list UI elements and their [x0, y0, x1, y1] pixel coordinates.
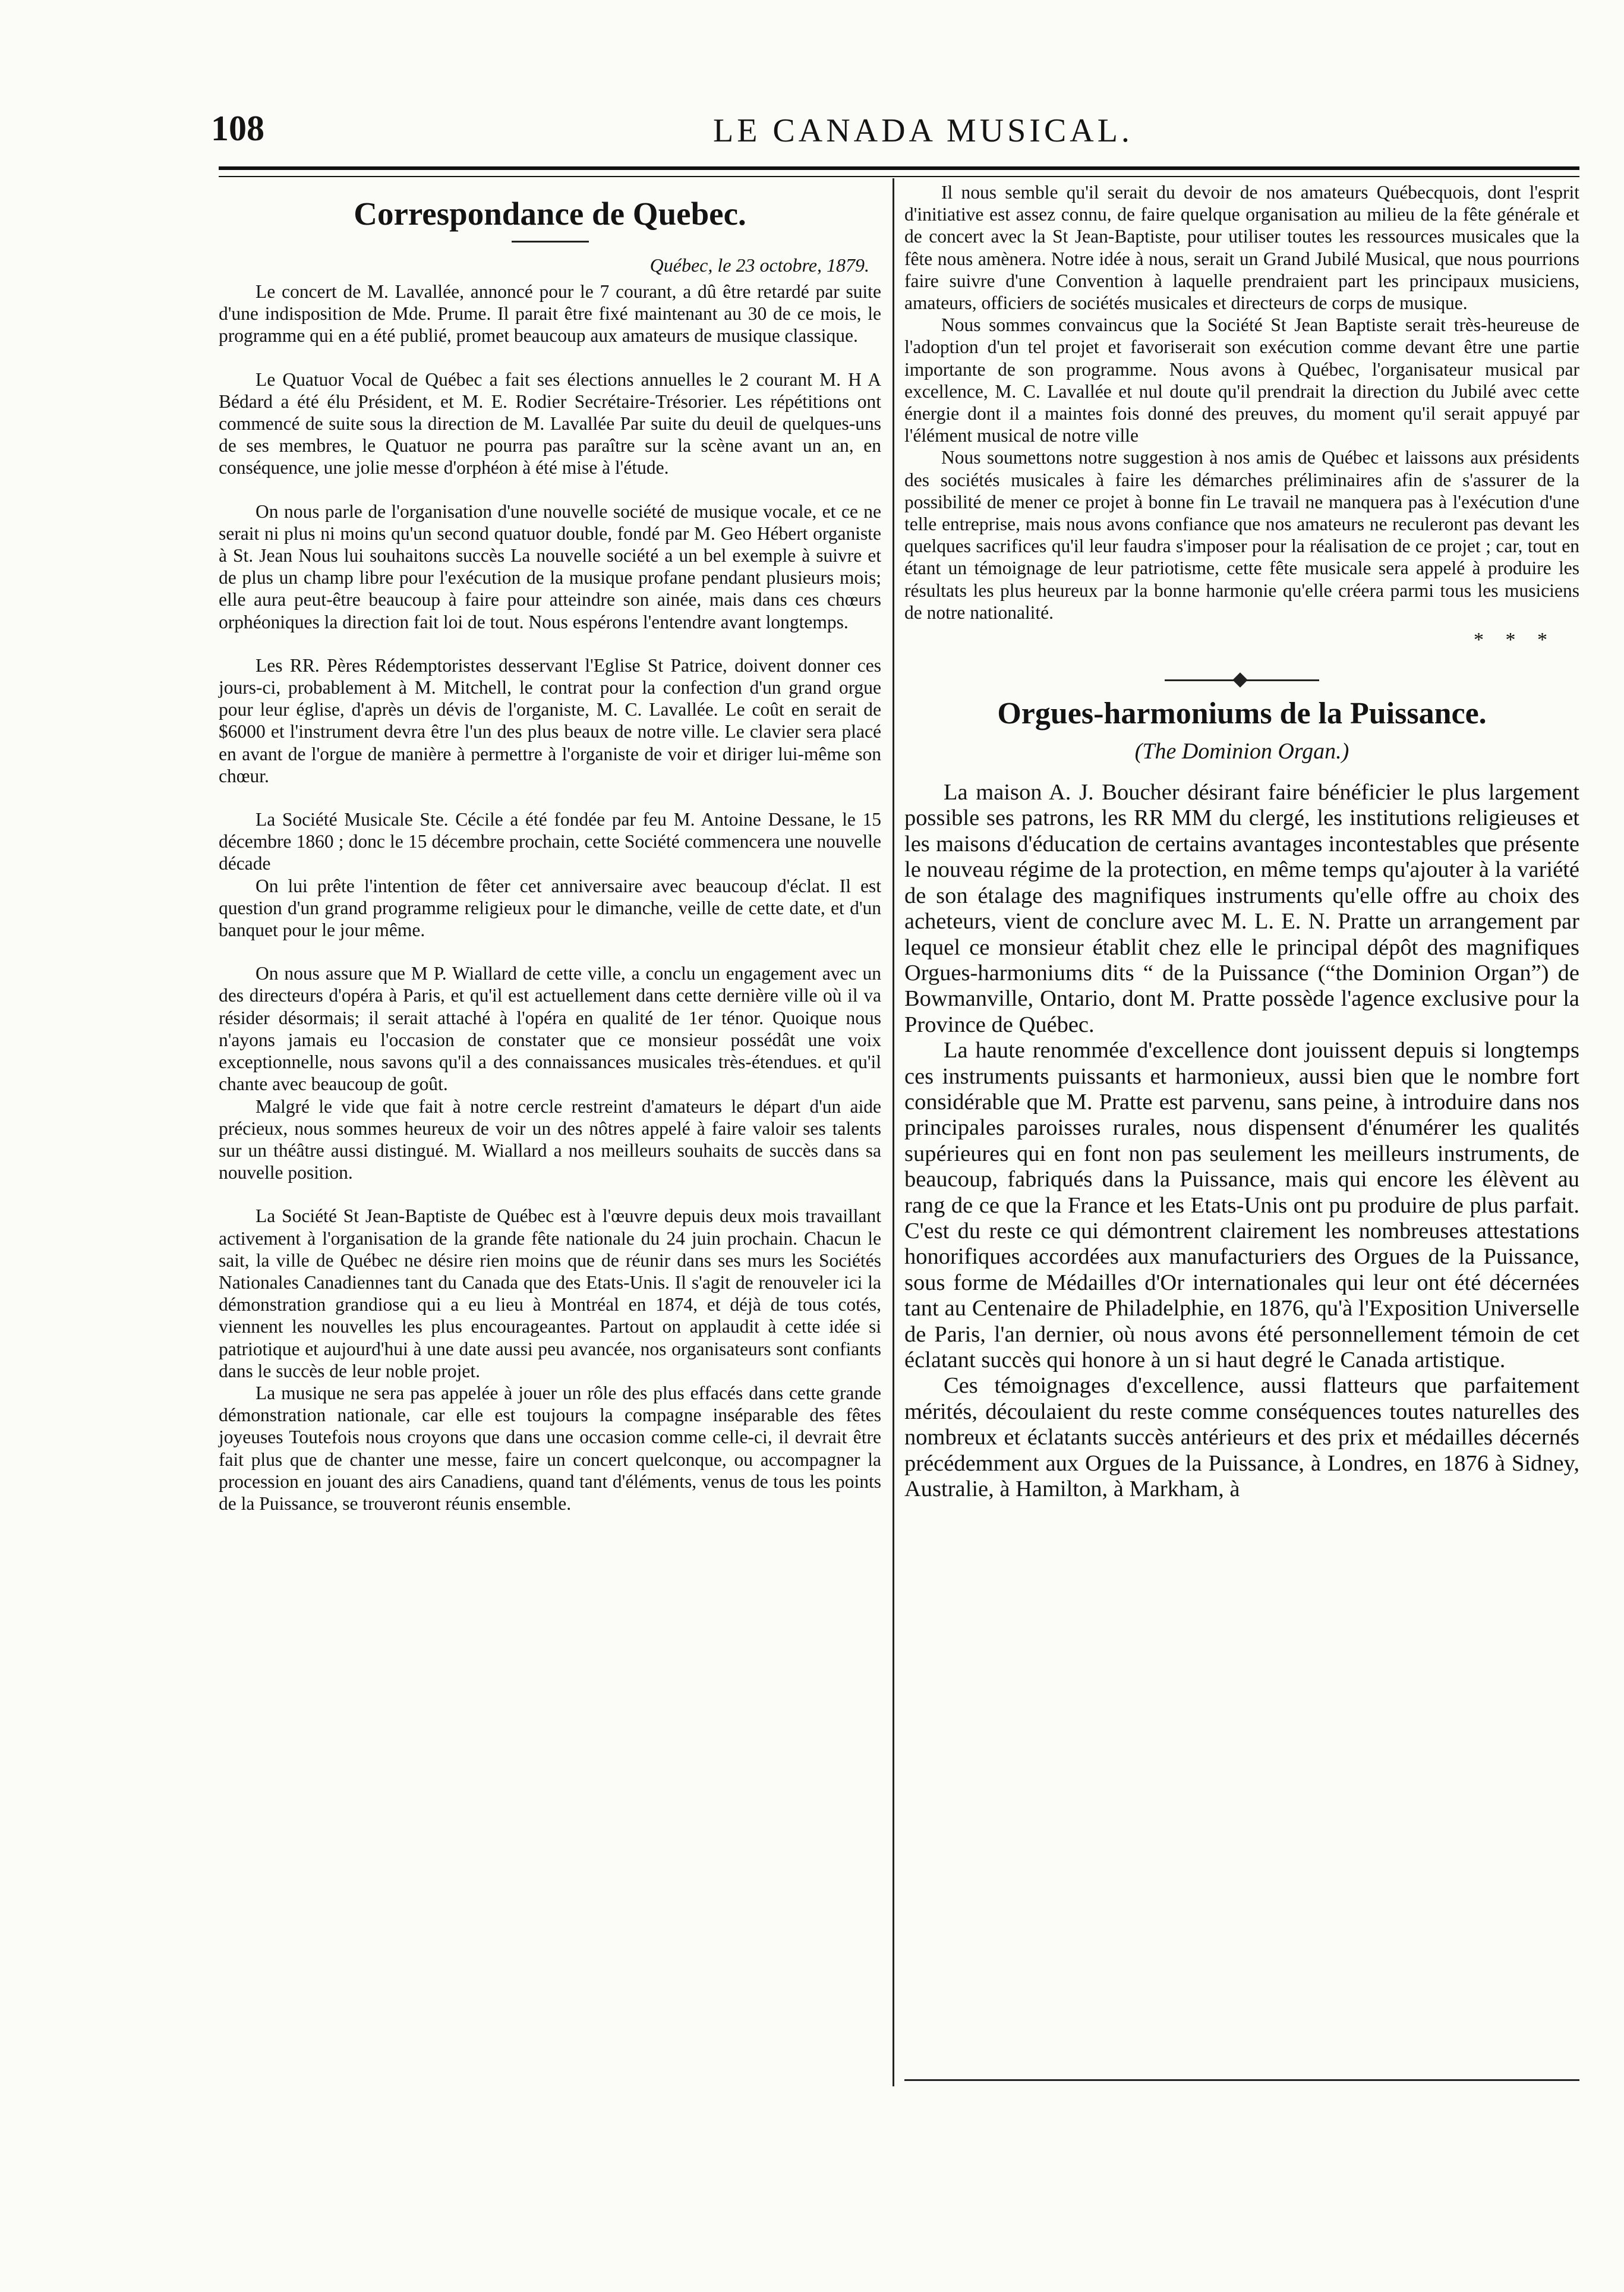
news-item-concert: [219, 281, 881, 347]
paragraph: Les RR. Pères Rédemptoristes desservant l'Eglise St Patrice, doivent donner ces jours-ci, probablement à M. Mitchell, le contrat pour la confection d'un grand orgue pour leur église, d'après un dévis de l'organiste, M. C. Lavallée. Le coût en serait de $6000 et l'instrument devra être l'un des plus beaux de notre ville. Le clavier sera placé en avant de l'orgue de manière à permettre à l'organiste de voir et diriger lui-même son chœur.: [219, 654, 881, 786]
article-title-orgues: Orgues-harmoniums de la Puissance.: [997, 697, 1487, 731]
left-column: [219, 181, 881, 1515]
ornamental-rule: [1165, 679, 1319, 681]
paragraph: La Société Musicale Ste. Cécile a été fondée par feu M. Antoine Dessane, le 15 décembre 1860 ; donc le 15 décembre prochain, cette Société commencera une nouvelle décade: [219, 809, 881, 874]
paragraph: La Société St Jean-Baptiste de Québec est à l'œuvre depuis deux mois travaillant activement à l'organisation de la grande fête nationale du 24 juin prochain. Chacun le sait, la ville de Québec ne désire rien moins que de réunir dans ses murs les Sociétés Nationales Canadiennes tant du Canada que des Etats-Unis. Il s'agit de renouveler ici la démonstration grandiose qui a eu lieu à Montréal en 1874, et déjà de tous cotés, viennent les nouvelles les plus encourageantes. Partout on applaudit à cette idée si patriotique et aujourd'hui à une date aussi peu avancée, nos organisateurs sont confiants dans le succès de leur noble projet.: [219, 1205, 881, 1381]
paragraph: Le concert de M. Lavallée, annoncé pour le 7 courant, a dû être retardé par suite d'une indisposition de Mde. Prume. Il parait être fixé maintenant au 30 de ce mois, le programme qui en a été publié, promet beaucoup aux amateurs de musique classique.: [219, 281, 881, 347]
paragraph: Malgré le vide que fait à notre cercle restreint d'amateurs le départ d'un aide précieux, nous sommes heureux de voir un des nôtres appelé à faire valoir ses talents sur un théâtre aussi distingué. M. Wiallard a nos meilleurs souhaits de succès dans sa nouvelle position.: [219, 1095, 881, 1183]
orgues-article-body: [904, 780, 1579, 1502]
news-item-quatuor: [219, 369, 881, 479]
bottom-rule: [904, 2079, 1579, 2081]
paragraph: Il nous semble qu'il serait du devoir de nos amateurs Québecquois, dont l'esprit d'initiative est assez connu, de faire quelque organisation au milieu de la fête générale et de concert avec la St Jean-Baptiste, pour utiliser toutes les ressources musicales que la fête nous amènera. Notre idée à nous, serait un Grand Jubilé Musical, que nous pourrions faire suivre d'une Convention à laquelle prendraient part les principaux musiciens, amateurs, officiers de sociétés musicales et directeurs de corps de musique.: [904, 182, 1579, 314]
continuation-text: [904, 181, 1579, 624]
running-head: LE CANADA MUSICAL.: [713, 112, 1133, 149]
news-item-redemptoristes: [219, 654, 881, 787]
article-title-quebec: Correspondance de Quebec.: [354, 196, 746, 232]
news-item-ste-cecile: [219, 808, 881, 941]
header-rule-thin: [219, 176, 1579, 177]
section-stars: * * *: [1474, 629, 1556, 651]
article-subtitle: (The Dominion Organ.): [1134, 739, 1349, 764]
news-item-societe-vocale: [219, 500, 881, 633]
news-item-wiallard: [219, 962, 881, 1183]
diamond-ornament-icon: [1232, 672, 1247, 687]
paragraph: La haute renommée d'excellence dont jouissent depuis si longtemps ces instruments puissants et harmonieux, aussi bien que le nombre fort considérable que M. Pratte est parvenu, sans peine, à introduire dans nos principales paroisses rurales, nous dispensent d'énumérer les qualités supérieures qui en font non pas seulement les meilleurs instruments, de beaucoup, fabriqués dans la Puissance, mais qui encore les élèvent au rang de ce que la France et les Etats-Unis ont pu produire de plus parfait. C'est du reste ce qui démontrent clairement les nombreuses attestations honorifiques accordées aux manufacturiers des Orgues de la Puissance, sous forme de Médailles d'Or internationales qui leur ont été décernées tant au Centenaire de Philadelphie, en 1876, qu'à l'Exposition Universelle de Paris, l'an dernier, où nous avons été personnellement témoin de cet éclatant succès qui honore à un si haut degré le Canada artistique.: [904, 1038, 1579, 1372]
paragraph: La musique ne sera pas appelée à jouer un rôle des plus effacés dans cette grande démonstration nationale, car elle est toujours la compagne inséparable des fêtes joyeuses Toutefois nous croyons que dans une occasion comme celle-ci, il devrait être fait plus que de chanter une messe, faire un concert quelconque, ou accompagner la procession en jouant des airs Canadiens, quand tant d'éléments, venus de tous les points de la Puissance, se trouveront réunis ensemble.: [219, 1382, 881, 1514]
paragraph: Nous sommes convaincus que la Société St Jean Baptiste serait très-heureuse de l'adoption d'un tel projet et favoriserait son exécution comme devant être une partie importante de son programme. Nous avons à Québec, l'organisateur musical par excellence, M. C. Lavallée et nul doute qu'il prendrait la direction du Jubilé avec cette énergie dont il a maintes fois donné des preuves, du moment qu'il serait appuyé par l'élément musical de notre ville: [904, 314, 1579, 446]
right-column: [904, 181, 1579, 1502]
title-rule: [512, 241, 589, 243]
header-rule-thick: [219, 166, 1579, 170]
news-item-st-jean-baptiste: [219, 1205, 881, 1515]
column-divider: [893, 178, 894, 2086]
paragraph: On lui prête l'intention de fêter cet anniversaire avec beaucoup d'éclat. Il est question d'un grand programme religieux pour le dimanche, veille de cette date, et d'un banquet pour le jour même.: [219, 875, 881, 941]
paragraph: Le Quatuor Vocal de Québec a fait ses élections annuelles le 2 courant M. H A Bédard a été élu Président, et M. E. Rodier Secrétaire-Trésorier. Les répétitions ont commencé de suite sous la direction de M. Lavallée Par suite du deuil de quelques-uns de ses membres, le Quatuor ne pourra pas paraître sur la scène avant un an, en conséquence, une jolie messe d'orphéon à été mise à l'étude.: [219, 369, 881, 478]
paragraph: Ces témoignages d'excellence, aussi flatteurs que parfaitement mérités, découlaient du reste comme conséquences toutes naturelles des nombreux et éclatants succès antérieurs et des prix et médailles décernés précédemment aux Orgues de la Puissance, à Londres, en 1876 à Sidney, Australie, à Hamilton, à Markham, à: [904, 1373, 1579, 1502]
page-number: 108: [211, 109, 264, 148]
paragraph: La maison A. J. Boucher désirant faire bénéficier le plus largement possible ses patrons, les RR MM du clergé, les institutions religieuses et les maisons d'éducation de certains avantages incontestables que présente le nouveau régime de la protection, en même temps qu'ajouter à la variété de son étalage des magnifiques instruments qu'elle offre au choix des acheteurs, vient de conclure avec M. L. E. N. Pratte un arrangement par lequel ce monsieur établit chez elle le principal dépôt des magnifiques Orgues-harmoniums dits “ de la Puissance (“the Dominion Organ”) de Bowmanville, Ontario, dont M. Pratte possède l'agence exclusive pour la Province de Québec.: [904, 780, 1579, 1037]
paragraph: On nous assure que M P. Wiallard de cette ville, a conclu un engagement avec un des directeurs d'opéra à Paris, et qu'il est actuellement dans cette dernière ville où il va résider désormais; il serait attaché à l'opéra en qualité de 1er ténor. Quoique nous n'ayons jamais eu l'occasion de constater que ce monsieur possédât une voix exceptionnelle, nous savons qu'il a des connaissances musicales très-étendues. et qu'il chante avec beaucoup de goût.: [219, 963, 881, 1095]
paragraph: Nous soumettons notre suggestion à nos amis de Québec et laissons aux présidents des sociétés musicales à faire les démarches préliminaires afin de s'assurer de la possibilité de mener ce projet à bonne fin Le travail ne manquera pas à l'exécution d'une telle entreprise, mais nous avons confiance que nos amateurs ne reculeront pas devant les quelques sacrifices qu'il leur faudra s'imposer pour la réalisation de ce projet ; car, tout en étant un témoignage de leur patriotisme, cette fête musicale sera appelé à produire les résultats les plus heureux par la bonne harmonie qu'elle créera parmi tous les musiciens de notre nationalité.: [904, 447, 1579, 623]
paragraph: On nous parle de l'organisation d'une nouvelle société de musique vocale, et ce ne serait ni plus ni moins qu'un second quatuor double, fondé par M. Geo Hébert organiste à St. Jean Nous lui souhaitons succès La nouvelle société a un bel exemple à suivre et de plus un champ libre pour l'exécution de la musique profane pendant plusieurs mois; elle aura peut-être beaucoup à faire pour atteindre son ainée, mais dans ces chœurs orphéoniques la direction fait loi de tout. Nous espérons l'entendre avant longtemps.: [219, 500, 881, 632]
dateline: Québec, le 23 octobre, 1879.: [649, 254, 869, 276]
